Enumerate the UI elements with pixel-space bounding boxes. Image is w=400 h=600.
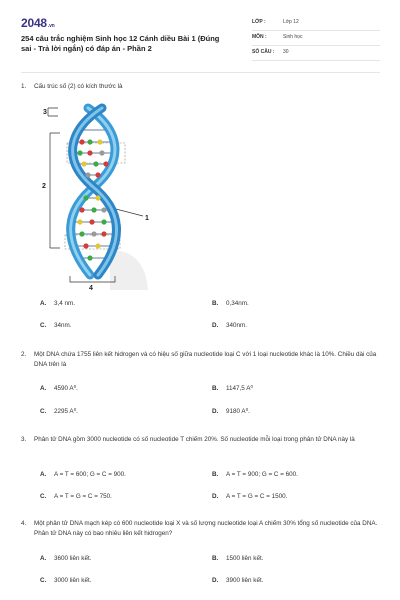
meta-label: SỐ CÂU :: [252, 49, 275, 55]
q1-option-a[interactable]: [40, 300, 75, 307]
option-text: 0,34nm.: [226, 300, 249, 307]
option-text: 9180 A⁰.: [226, 408, 250, 415]
option-letter: D.: [212, 322, 219, 329]
option-letter: C.: [40, 322, 47, 329]
q3-option-b[interactable]: [212, 471, 298, 478]
q3-option-a[interactable]: [40, 471, 126, 478]
option-text: 2295 A⁰.: [54, 408, 78, 415]
option-text: 34nm.: [54, 322, 72, 329]
q1-option-c[interactable]: [40, 322, 72, 329]
option-text: 3600 liên kết.: [54, 555, 92, 562]
q1-option-d[interactable]: [212, 322, 247, 329]
option-letter: A.: [40, 555, 47, 562]
option-text: 3900 liên kết.: [226, 577, 264, 584]
logo-text: 2048: [21, 16, 47, 30]
option-text: 3000 liên kết.: [54, 577, 92, 584]
question-1: [21, 82, 381, 92]
option-letter: C.: [40, 577, 47, 584]
header-divider: [21, 72, 380, 73]
q4-option-a[interactable]: [40, 555, 91, 562]
meta-row-count: [252, 46, 380, 61]
option-letter: C.: [40, 408, 47, 415]
figure-label-1: 1: [145, 215, 149, 222]
logo-suffix: .vn: [47, 23, 55, 29]
option-letter: D.: [212, 408, 219, 415]
question-2: [21, 350, 381, 370]
option-letter: B.: [212, 471, 219, 478]
meta-row-grade: [252, 16, 380, 31]
figure-label-4: 4: [89, 285, 93, 292]
page-header: [0, 0, 400, 70]
option-letter: D.: [212, 493, 219, 500]
option-letter: C.: [40, 493, 47, 500]
bracket-2: [50, 133, 60, 248]
option-letter: B.: [212, 555, 219, 562]
dna-double-helix-figure: [40, 100, 155, 292]
meta-label: LỚP :: [252, 19, 266, 25]
q2-option-d[interactable]: [212, 408, 250, 415]
meta-value: Lớp 12: [283, 19, 299, 25]
figure-background-shape: [110, 250, 148, 290]
question-4: [21, 519, 381, 539]
question-3: [21, 435, 381, 445]
option-text: A = T = G = C = 1500.: [226, 493, 288, 500]
question-number: 1.: [21, 83, 27, 90]
q2-option-b[interactable]: [212, 385, 253, 392]
option-text: 3,4 nm.: [54, 300, 75, 307]
option-letter: A.: [40, 385, 47, 392]
option-text: 340nm.: [226, 322, 248, 329]
option-letter: B.: [212, 385, 219, 392]
bracket-3: [48, 108, 58, 116]
option-text: A = T = 600; G = C = 900.: [54, 471, 126, 478]
q1-option-b[interactable]: [212, 300, 249, 307]
option-letter: A.: [40, 471, 47, 478]
option-text: A = T = 900; G = C = 600.: [226, 471, 298, 478]
option-letter: D.: [212, 577, 219, 584]
meta-row-subject: [252, 31, 380, 46]
meta-value: Sinh học: [283, 34, 303, 40]
figure-label-2: 2: [42, 183, 46, 190]
q2-option-a[interactable]: [40, 385, 78, 392]
question-text: Một phân tử DNA mạch kép có 600 nucleotide loại X và số lượng nucleotide loại A chiếm 30% tổng số nucleotide của DNA. Phân tử DNA này có bao nhiêu liên kết hidrogen?: [34, 520, 378, 537]
question-text: Phân tử DNA gồm 3000 nucleotide có số nucleotide T chiếm 20%. Số nucleotide mỗi loại trong phân tử DNA này là: [34, 436, 355, 443]
meta-label: MÔN :: [252, 34, 267, 40]
option-text: 4590 A⁰.: [54, 385, 78, 392]
dna-helix-illustration: [40, 100, 155, 292]
q2-option-c[interactable]: [40, 408, 78, 415]
option-text: A = T = G = C = 750.: [54, 493, 112, 500]
document-title: [21, 34, 261, 53]
q4-option-c[interactable]: [40, 577, 91, 584]
option-text: 1147,5 A⁰: [226, 385, 253, 392]
figure-label-3: 3: [43, 109, 47, 116]
site-logo[interactable]: [21, 16, 55, 30]
question-number: 4.: [21, 520, 27, 527]
document-title-line-2: sai - Trả lời ngắn) có đáp án - Phần 2: [21, 43, 152, 53]
question-text: Cấu trúc số (2) có kích thước là: [34, 83, 123, 90]
q4-option-b[interactable]: [212, 555, 263, 562]
document-title-line-1: 254 câu trắc nghiệm Sinh học 12 Cánh diều Bài 1 (Đúng: [21, 34, 220, 43]
option-text: 1500 liên kết.: [226, 555, 264, 562]
q3-option-d[interactable]: [212, 493, 287, 500]
document-meta: [252, 16, 380, 61]
meta-value: 30: [283, 49, 289, 55]
option-letter: A.: [40, 300, 47, 307]
q4-option-d[interactable]: [212, 577, 263, 584]
base-pair-rungs: [72, 130, 115, 258]
question-text: Một DNA chứa 1755 liên kết hidrogen và có hiệu số giữa nucleotide loại C với 1 loại nucleotide khác là 10%. Chiều dài của DNA trên là: [34, 351, 377, 368]
question-number: 2.: [21, 351, 27, 358]
question-number: 3.: [21, 436, 27, 443]
q3-option-c[interactable]: [40, 493, 112, 500]
option-letter: B.: [212, 300, 219, 307]
